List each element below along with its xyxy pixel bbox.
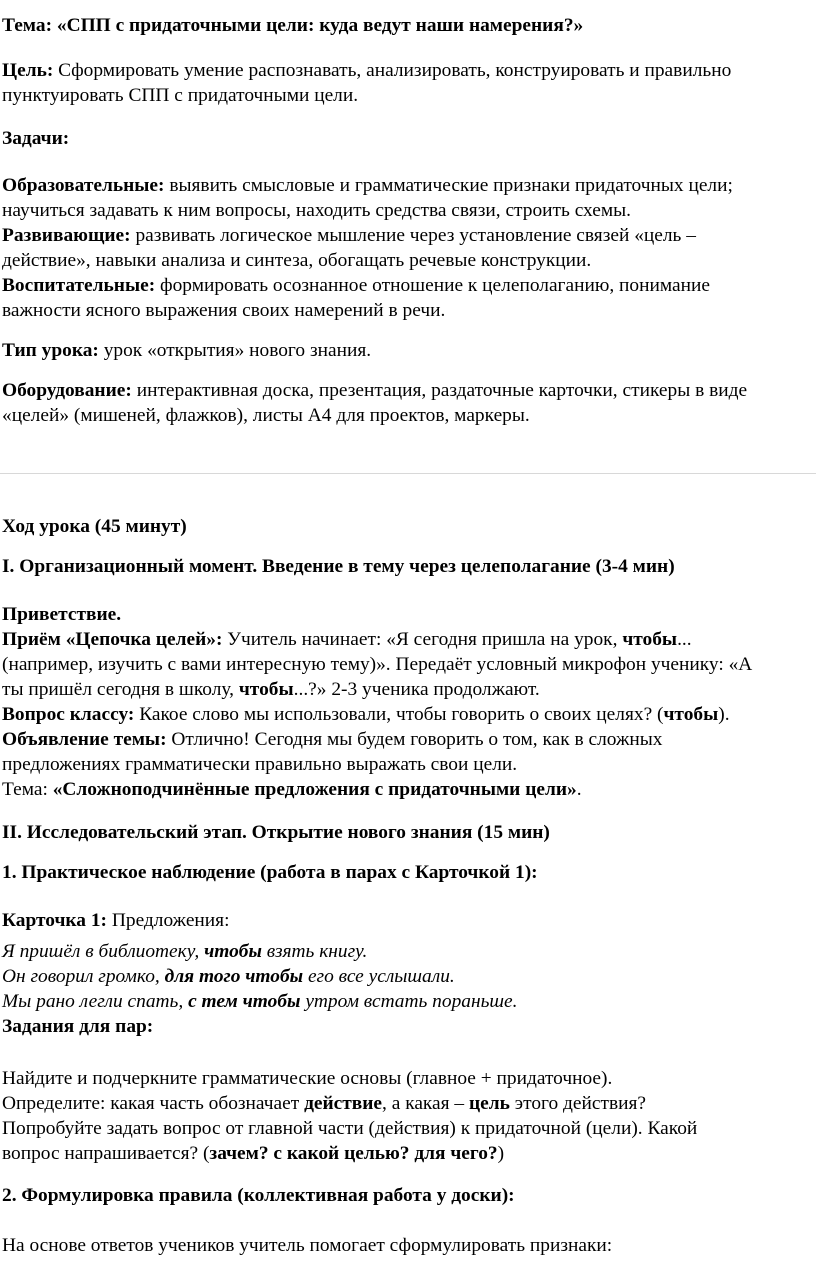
example-sentence-2: Он говорил громко, для того чтобы его все услышали. — [2, 966, 455, 987]
section-2-heading: II. Исследовательский этап. Открытие нового знания (15 мин) — [2, 822, 550, 843]
equipment-line-2: «целей» (мишеней, флажков), листы А4 для проектов, маркеры. — [2, 405, 530, 426]
topic-label: Тема: — [2, 15, 53, 36]
edu-line-1: Образовательные: выявить смысловые и грамматические признаки придаточных цели; — [2, 175, 733, 196]
vos-line-2: важности ясного выражения своих намерений в речи. — [2, 300, 446, 321]
pair-task-1: Найдите и подчеркните грамматические основы (главное + придаточное). — [2, 1068, 613, 1089]
greeting: Приветствие. — [2, 604, 122, 625]
section-divider — [0, 473, 816, 474]
lesson-heading: Ход урока (45 минут) — [2, 516, 187, 537]
vos-line-1: Воспитательные: формировать осознанное отношение к целеполаганию, понимание — [2, 275, 710, 296]
chain-line-3: ты пришёл сегодня в школу, чтобы...?» 2-3 ученика продолжают. — [2, 679, 540, 700]
pair-task-3-line-1: Попробуйте задать вопрос от главной части (действия) к придаточной (цели). Какой — [2, 1118, 698, 1139]
announcement-line-1: Объявление темы: Отлично! Сегодня мы будем говорить о том, как в сложных — [2, 729, 663, 750]
lesson-type-line: Тип урока: урок «открытия» нового знания. — [2, 340, 372, 361]
example-sentence-3: Мы рано легли спать, с тем чтобы утром встать пораньше. — [2, 991, 518, 1012]
pair-tasks-heading: Задания для пар: — [2, 1016, 154, 1037]
equipment-label: Оборудование: — [2, 380, 132, 401]
announcement-line-2: предложениях грамматически правильно выражать свои цели. — [2, 754, 518, 775]
goal-line-2: пунктуировать СПП с придаточными цели. — [2, 85, 359, 106]
chain-line-2: (например, изучить с вами интересную тему)». Передаёт условный микрофон ученику: «А — [2, 654, 753, 675]
section-1-heading: I. Организационный момент. Введение в тему через целеполагание (3-4 мин) — [2, 556, 675, 577]
topic-title: «СПП с придаточными цели: куда ведут наши намерения?» — [56, 15, 584, 36]
chain-line-1: Приём «Цепочка целей»: Учитель начинает: «Я сегодня пришла на урок, чтобы... — [2, 629, 692, 650]
subsection-1-heading: 1. Практическое наблюдение (работа в парах с Карточкой 1): — [2, 862, 538, 883]
equipment-line-1: Оборудование: интерактивная доска, презентация, раздаточные карточки, стикеры в виде — [2, 380, 748, 401]
edu-line-2: научиться задавать к ним вопросы, находить средства связи, строить схемы. — [2, 200, 632, 221]
topic-statement: Тема: «Сложноподчинённые предложения с придаточными цели». — [2, 779, 582, 800]
goal-line-1: Цель: Сформировать умение распознавать, анализировать, конструировать и правильно — [2, 60, 732, 81]
tasks-heading: Задачи: — [2, 128, 70, 149]
card-label: Карточка 1: — [2, 910, 108, 931]
edu-label: Образовательные: — [2, 175, 165, 196]
dev-line-2: действие», навыки анализа и синтеза, обогащать речевые конструкции. — [2, 250, 592, 271]
class-question: Вопрос классу: Какое слово мы использовали, чтобы говорить о своих целях? (чтобы). — [2, 704, 730, 725]
pair-task-2: Определите: какая часть обозначает действие, а какая – цель этого действия? — [2, 1093, 647, 1114]
dev-label: Развивающие: — [2, 225, 131, 246]
final-paragraph: На основе ответов учеников учитель помогает сформулировать признаки: — [2, 1235, 613, 1256]
vos-label: Воспитательные: — [2, 275, 156, 296]
announcement-label: Объявление темы: — [2, 729, 167, 750]
goal-label: Цель: — [2, 60, 54, 81]
lesson-type-label: Тип урока: — [2, 340, 99, 361]
question-label: Вопрос классу: — [2, 704, 135, 725]
topic-line — [2, 14, 583, 39]
example-sentence-1: Я пришёл в библиотеку, чтобы взять книгу. — [2, 941, 368, 962]
dev-line-1: Развивающие: развивать логическое мышление через установление связей «цель – — [2, 225, 696, 246]
card-1-line: Карточка 1: Предложения: — [2, 910, 230, 931]
pair-task-3-line-2: вопрос напрашивается? (зачем? с какой целью? для чего?) — [2, 1143, 505, 1164]
subsection-2-heading: 2. Формулировка правила (коллективная работа у доски): — [2, 1185, 515, 1206]
chain-label: Приём «Цепочка целей»: — [2, 629, 223, 650]
